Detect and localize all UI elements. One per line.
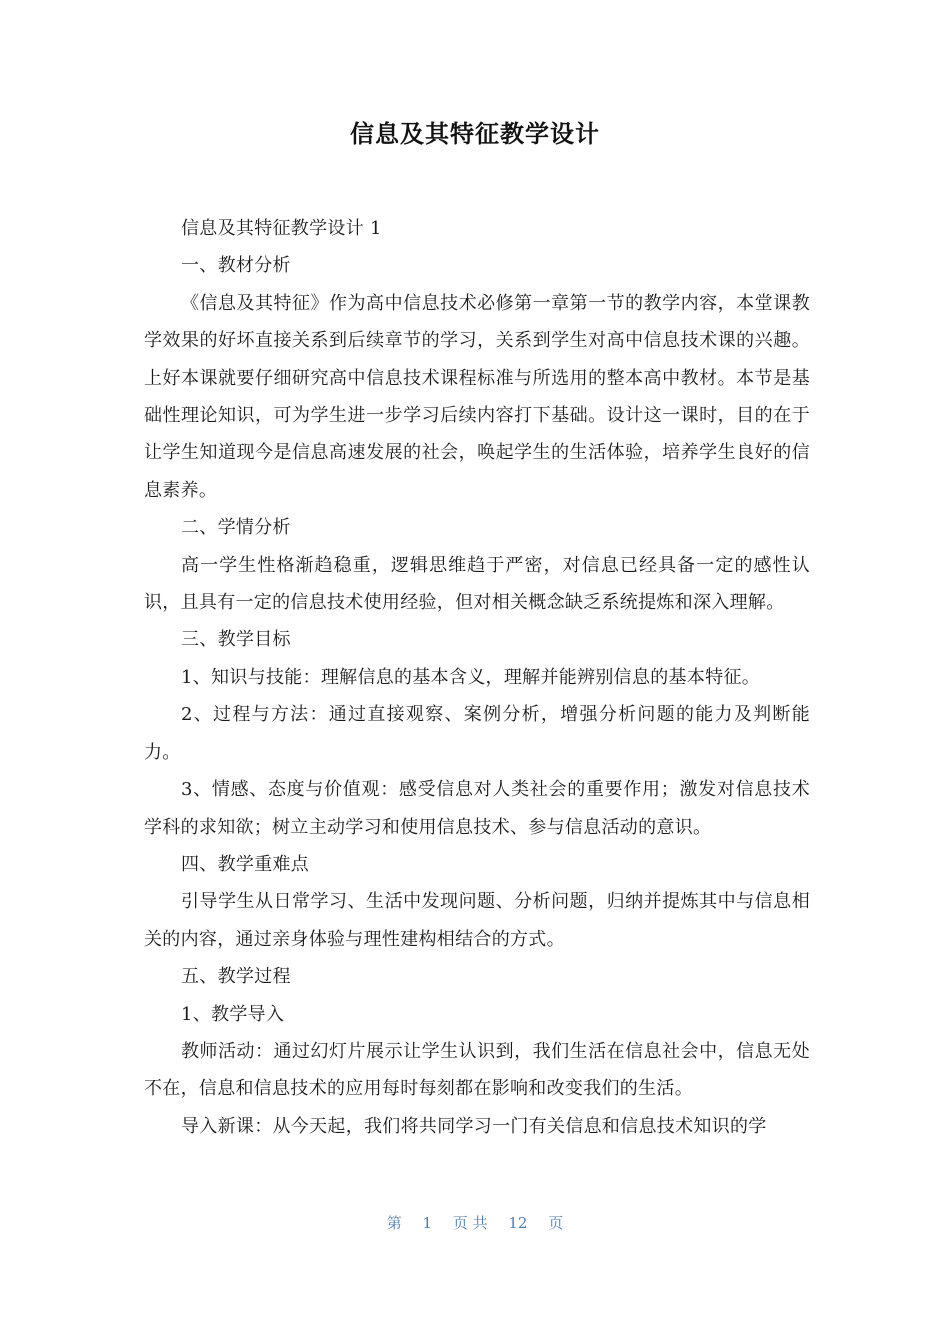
paragraph-heading-material-analysis: 一、教材分析 [181,255,291,277]
paragraph-objective-attitude: 3、情感、态度与价值观：感受信息对人类社会的重要作用；激发对信息技术学科的求知欲；树立主动学习和使用信息技术、参与信息活动的意识。 [144,779,810,838]
footer-label-page: 第 [386,1214,402,1232]
paragraph-new-lesson: 导入新课：从今天起，我们将共同学习一门有关信息和信息技术知识的学 [181,1115,767,1137]
paragraph-heading-objectives: 三、教学目标 [181,629,291,651]
page-footer [0,1211,950,1235]
paragraph-heading-learner-analysis: 二、学情分析 [181,517,291,539]
paragraph-section-heading: 信息及其特征教学设计 1 [181,218,382,239]
footer-current-page: 1 [422,1214,433,1232]
paragraph-key-points: 引导学生从日常学习、生活中发现问题、分析问题，归纳并提炼其中与信息相关的内容，通过亲身体验与理性建构相结合的方式。 [144,891,810,950]
paragraph-heading-introduction: 1、教学导入 [181,1003,285,1025]
paragraph-heading-process: 五、教学过程 [181,966,291,988]
paragraph-objective-process: 2、过程与方法：通过直接观察、案例分析，增强分析问题的能力及判断能力。 [144,704,810,763]
paragraph-material-analysis: 《信息及其特征》作为高中信息技术必修第一章第一节的教学内容，本堂课教学效果的好坏直接关系到后续章节的学习，关系到学生对高中信息技术课的兴趣。上好本课就要仔细研究高中信息技术课程标准与所选用的整本高中教材。本节是基础性理论知识，可为学生进一步学习后续内容打下基础。设计这一课时，目的在于让学生知道现今是信息高速发展的社会，唤起学生的生活体验，培养学生良好的信息素养。 [144,292,810,501]
paragraph-learner-analysis: 高一学生性格渐趋稳重，逻辑思维趋于严密，对信息已经具备一定的感性认识，且具有一定的信息技术使用经验，但对相关概念缺乏系统提炼和深入理解。 [144,554,810,614]
footer-label-of: 页 共 [452,1214,488,1232]
paragraph-teacher-activity: 教师活动：通过幻灯片展示让学生认识到，我们生活在信息社会中，信息无处不在，信息和信息技术的应用每时每刻都在影响和改变我们的生活。 [144,1040,810,1100]
footer-label-pages: 页 [548,1214,564,1232]
footer-total-pages: 12 [508,1214,528,1232]
paragraph-heading-key-points: 四、教学重难点 [181,853,310,875]
document-title: 信息及其特征教学设计 [350,120,600,148]
document-body [144,210,810,1145]
paragraph-objective-knowledge: 1、知识与技能：理解信息的基本含义，理解并能辨别信息的基本特征。 [181,666,761,688]
